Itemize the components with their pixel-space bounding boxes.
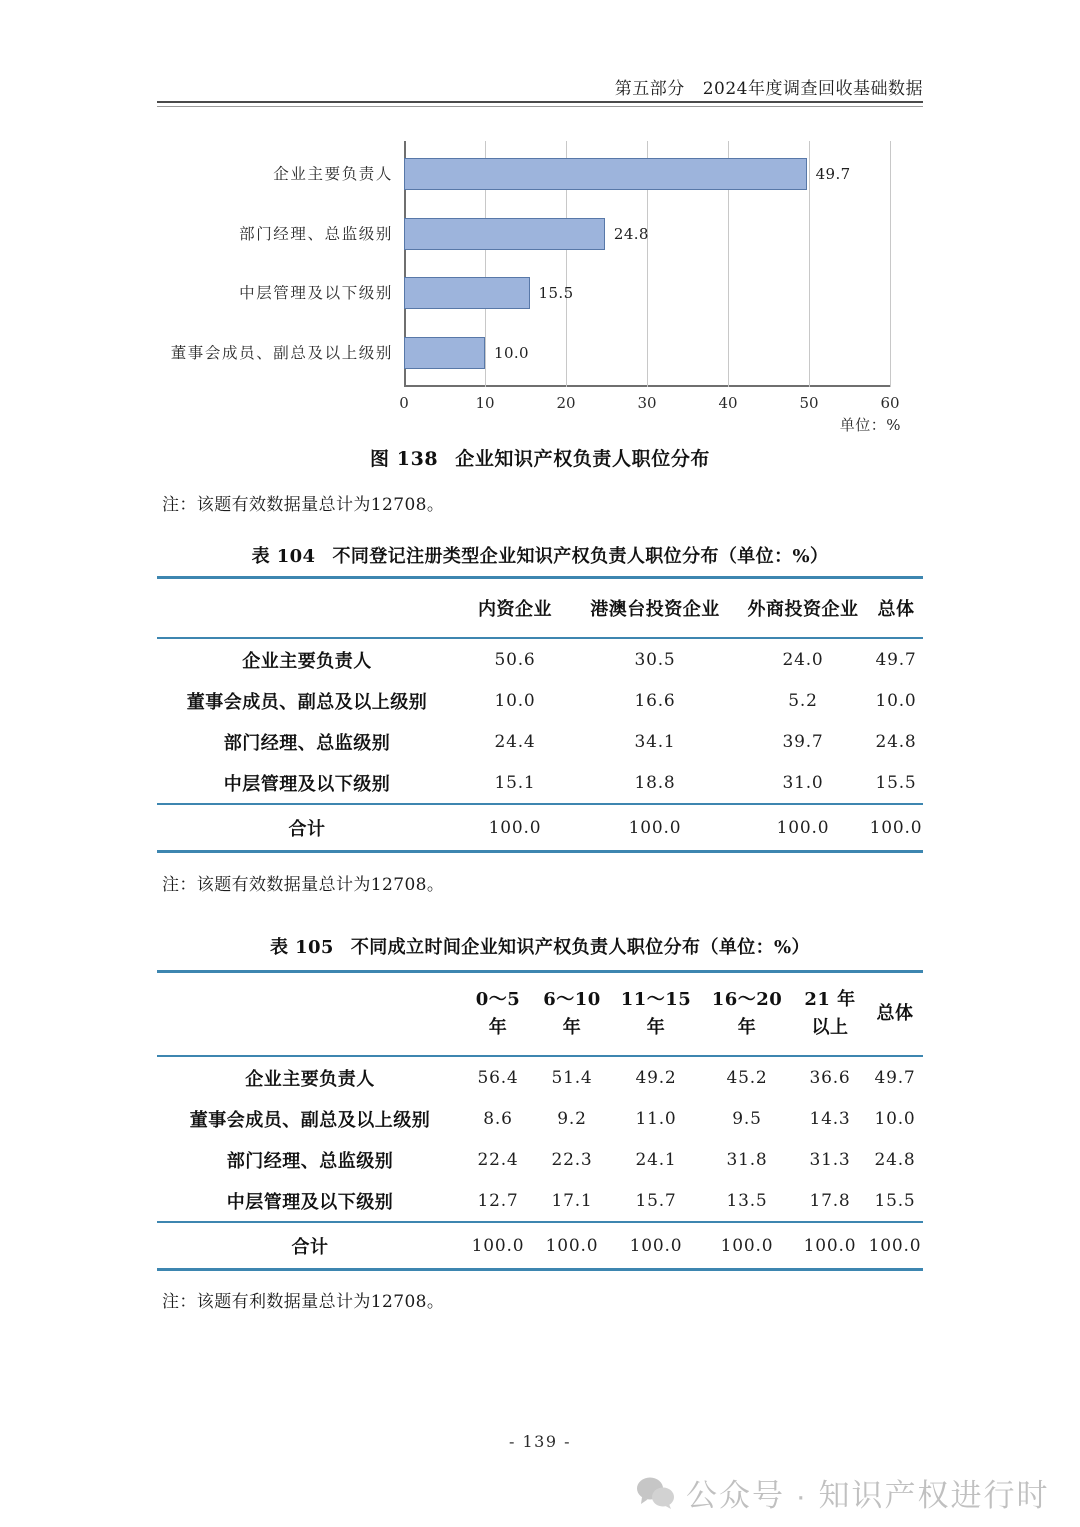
table-105-col-0 <box>157 972 463 1057</box>
table-cell-value: 17.1 <box>551 1190 593 1211</box>
chart-gridline <box>890 141 891 387</box>
table-cell-value: 31.0 <box>782 772 824 793</box>
table-total-value: 100.0 <box>629 1235 683 1256</box>
table-105-col-3: 11～15 年 <box>620 989 692 1038</box>
table-total-value: 100.0 <box>776 817 830 838</box>
chart-value-label: 15.5 <box>538 284 574 302</box>
table-105-header-row <box>157 972 923 1057</box>
table-total-label: 合计 <box>288 818 326 840</box>
table-total-row <box>157 804 923 852</box>
table-cell-value: 5.2 <box>788 690 818 711</box>
table-cell-value: 49.2 <box>635 1067 677 1088</box>
chart-x-tick-label: 0 <box>399 394 409 412</box>
wechat-icon <box>636 1476 676 1510</box>
table-104-number: 表 104 <box>251 546 316 567</box>
table-total-value: 100.0 <box>720 1235 774 1256</box>
figure-caption <box>157 444 923 471</box>
table-row <box>157 1180 923 1222</box>
table-cell-value: 9.5 <box>732 1108 762 1129</box>
table-row <box>157 680 923 721</box>
table-cell-value: 12.7 <box>477 1190 519 1211</box>
table-total-value: 100.0 <box>488 817 542 838</box>
table-cell-value: 50.6 <box>494 649 536 670</box>
table-cell-value: 31.3 <box>809 1149 851 1170</box>
table-105-number: 表 105 <box>270 937 334 958</box>
table-104-col-2: 港澳台投资企业 <box>590 599 720 620</box>
table-105-caption-text: 不同成立时间企业知识产权负责人职位分布（单位：%） <box>350 937 810 958</box>
table-row-label: 董事会成员、副总及以上级别 <box>189 1109 431 1131</box>
table-cell-value: 14.3 <box>809 1108 851 1129</box>
chart-bar <box>404 337 485 369</box>
chart-plot-area <box>170 141 900 412</box>
table-104-col-1: 内资企业 <box>478 599 552 620</box>
table-105-body <box>157 1056 923 1270</box>
table-104-head <box>157 578 923 639</box>
running-header-rule <box>157 101 923 107</box>
chart-bar <box>404 158 807 190</box>
table-105-col-5: 21 年 以上 <box>804 989 856 1038</box>
table-cell-value: 8.6 <box>483 1108 513 1129</box>
chart-category-label: 中层管理及以下级别 <box>239 284 393 302</box>
table-104-caption-text: 不同登记注册类型企业知识产权负责人职位分布（单位：%） <box>332 546 829 567</box>
table-cell-value: 13.5 <box>726 1190 768 1211</box>
wechat-watermark <box>636 1470 1050 1515</box>
table-row <box>157 721 923 762</box>
table-cell-value: 15.5 <box>875 772 917 793</box>
page-folio: - 139 - <box>508 1432 572 1451</box>
table-row <box>157 1139 923 1180</box>
table-105-col-4: 16～20 年 <box>711 989 783 1038</box>
figure-caption-text: 企业知识产权负责人职位分布 <box>455 448 711 470</box>
table-cell-value: 22.4 <box>477 1149 519 1170</box>
table-cell-value: 30.5 <box>634 649 676 670</box>
table-cell-value: 17.8 <box>809 1190 851 1211</box>
table-cell-value: 45.2 <box>726 1067 768 1088</box>
table-104-header-row <box>157 578 923 639</box>
table-total-value: 100.0 <box>868 1235 922 1256</box>
table-cell-value: 11.0 <box>635 1108 677 1129</box>
table-total-value: 100.0 <box>471 1235 525 1256</box>
table-cell-value: 34.1 <box>634 731 676 752</box>
table-cell-value: 24.4 <box>494 731 536 752</box>
table-row-label: 董事会成员、副总及以上级别 <box>186 691 428 713</box>
running-header-part: 第五部分 <box>614 79 685 99</box>
chart-x-tick-label: 40 <box>718 394 738 412</box>
table-cell-value: 10.0 <box>494 690 536 711</box>
table-105-col-1: 0～5 年 <box>475 989 521 1038</box>
table-total-value: 100.0 <box>869 817 923 838</box>
table-row <box>157 1056 923 1098</box>
table-total-row <box>157 1222 923 1270</box>
table-105-note: 注：该题有利数据量总计为12708。 <box>162 1292 445 1312</box>
table-105-col-2: 6～10 年 <box>543 989 601 1038</box>
chart-unit-note: 单位：% <box>839 416 901 434</box>
chart-value-label: 10.0 <box>494 343 529 362</box>
bar-chart <box>157 135 923 412</box>
table-105-head <box>157 972 923 1057</box>
table-cell-value: 18.8 <box>634 772 676 793</box>
table-cell-value: 49.7 <box>874 1067 916 1088</box>
table-cell-value: 36.6 <box>809 1067 851 1088</box>
chart-x-tick-label: 60 <box>880 394 900 412</box>
chart-value-label: 49.7 <box>815 165 851 183</box>
table-105-col-6: 总体 <box>876 1003 914 1025</box>
table-104 <box>157 576 923 853</box>
table-104-note: 注：该题有效数据量总计为12708。 <box>162 875 445 895</box>
chart-x-tick-label: 10 <box>475 394 495 412</box>
table-row <box>157 638 923 680</box>
table-cell-value: 24.0 <box>782 649 824 670</box>
table-row-label: 中层管理及以下级别 <box>223 773 391 795</box>
table-total-value: 100.0 <box>628 817 682 838</box>
table-105 <box>157 970 923 1271</box>
table-104-col-3: 外商投资企业 <box>747 599 859 620</box>
watermark-text: 公众号 · 知识产权进行时 <box>686 1478 1050 1513</box>
table-cell-value: 24.8 <box>875 731 917 752</box>
table-cell-value: 15.5 <box>874 1190 916 1211</box>
table-row <box>157 1098 923 1139</box>
chart-category-label: 董事会成员、副总及以上级别 <box>170 343 393 362</box>
table-cell-value: 56.4 <box>477 1067 519 1088</box>
table-104-col-0 <box>157 578 457 639</box>
figure-note: 注：该题有效数据量总计为12708。 <box>162 495 445 515</box>
table-total-value: 100.0 <box>803 1235 857 1256</box>
table-row <box>157 762 923 804</box>
table-total-label: 合计 <box>291 1236 329 1258</box>
table-cell-value: 9.2 <box>557 1108 587 1129</box>
chart-x-tick-label: 50 <box>799 394 819 412</box>
table-105-caption <box>157 933 923 959</box>
chart-x-tick-label: 30 <box>637 394 657 412</box>
table-cell-value: 15.1 <box>494 772 536 793</box>
table-cell-value: 51.4 <box>551 1067 593 1088</box>
chart-value-label: 24.8 <box>613 224 649 243</box>
table-104-caption <box>157 542 923 568</box>
table-total-value: 100.0 <box>545 1235 599 1256</box>
table-row-label: 中层管理及以下级别 <box>226 1191 394 1213</box>
table-cell-value: 39.7 <box>782 731 824 752</box>
table-104-col-4: 总体 <box>877 599 915 620</box>
chart-bar <box>404 218 605 250</box>
table-cell-value: 24.1 <box>635 1149 677 1170</box>
chart-bar <box>404 277 530 309</box>
table-row-label: 部门经理、总监级别 <box>226 1150 394 1172</box>
chart-gridline <box>809 141 810 387</box>
table-row-label: 部门经理、总监级别 <box>223 732 391 754</box>
table-cell-value: 10.0 <box>874 1108 916 1129</box>
running-header <box>157 74 923 99</box>
table-row-label: 企业主要负责人 <box>245 1068 375 1090</box>
table-cell-value: 16.6 <box>634 690 676 711</box>
table-row-label: 企业主要负责人 <box>242 650 372 672</box>
running-header-title: 2024年度调查回收基础数据 <box>702 79 923 99</box>
table-cell-value: 15.7 <box>635 1190 677 1211</box>
chart-x-tick-label: 20 <box>556 394 576 412</box>
figure-number: 图 138 <box>369 448 439 470</box>
chart-category-label: 部门经理、总监级别 <box>239 224 393 243</box>
table-cell-value: 10.0 <box>875 690 917 711</box>
table-cell-value: 31.8 <box>726 1149 768 1170</box>
table-cell-value: 24.8 <box>874 1149 916 1170</box>
table-cell-value: 22.3 <box>551 1149 593 1170</box>
table-cell-value: 49.7 <box>875 649 917 670</box>
table-104-body <box>157 638 923 852</box>
chart-category-label: 企业主要负责人 <box>273 165 393 183</box>
